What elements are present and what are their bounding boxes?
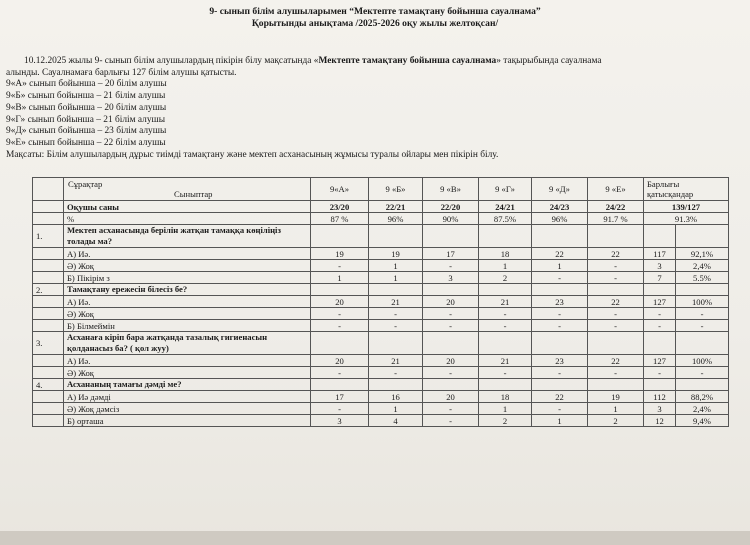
answer-value: 1 [588, 403, 644, 415]
answer-total: 112 [644, 391, 676, 403]
answer-value: 22 [588, 355, 644, 367]
answer-value: 18 [479, 248, 532, 260]
percent-total: 91.3% [644, 213, 729, 225]
count-value: 22/21 [369, 201, 423, 213]
percent-value: 91.7 % [588, 213, 644, 225]
survey-table [32, 177, 729, 427]
answer-value: - [311, 260, 369, 272]
question-number: 1. [33, 225, 64, 248]
answer-value: 1 [479, 260, 532, 272]
count-value: 24/23 [532, 201, 588, 213]
question-row [33, 225, 729, 248]
percent-value: 96% [532, 213, 588, 225]
empty-cell [33, 201, 64, 213]
answer-label: Ә) Жоқ [64, 367, 311, 379]
answer-label: Ә) Жоқ [64, 260, 311, 272]
empty-cell [644, 284, 676, 296]
answer-value: 1 [311, 272, 369, 284]
answer-row [33, 260, 729, 272]
header-classes-label: Сыныптар [174, 189, 213, 199]
answer-value: - [588, 320, 644, 332]
answer-value: - [423, 260, 479, 272]
empty-cell [479, 379, 532, 391]
empty-cell [588, 332, 644, 355]
class-count-line: 9«В» сынып бойынша – 20 білім алушы [6, 102, 167, 113]
answer-row [33, 308, 729, 320]
answer-percent: 100% [676, 296, 729, 308]
answer-value: 22 [588, 296, 644, 308]
page-shadow [0, 531, 750, 545]
answer-value: 22 [532, 391, 588, 403]
question-row [33, 332, 729, 355]
answer-value: - [479, 320, 532, 332]
empty-cell [33, 367, 64, 379]
answer-total: - [644, 308, 676, 320]
answer-label: Б) орташа [64, 415, 311, 427]
answer-value: 21 [369, 296, 423, 308]
answer-label: Ә) Жоқ дәмсіз [64, 403, 311, 415]
answer-row [33, 391, 729, 403]
percent-value: 87 % [311, 213, 369, 225]
empty-cell [676, 225, 729, 248]
answer-value: 20 [311, 355, 369, 367]
empty-cell [532, 284, 588, 296]
answer-total: 3 [644, 403, 676, 415]
answer-value: - [369, 320, 423, 332]
empty-cell [423, 284, 479, 296]
answer-row [33, 272, 729, 284]
answer-value: - [311, 367, 369, 379]
answer-value: 1 [369, 403, 423, 415]
question-row [33, 379, 729, 391]
answer-row [33, 355, 729, 367]
percent-value: 90% [423, 213, 479, 225]
answer-value: 20 [423, 391, 479, 403]
count-total: 139/127 [644, 201, 729, 213]
answer-value: - [423, 403, 479, 415]
empty-cell [311, 225, 369, 248]
answer-value: - [479, 308, 532, 320]
empty-cell [676, 284, 729, 296]
empty-cell [33, 415, 64, 427]
empty-cell [644, 379, 676, 391]
empty-cell [423, 379, 479, 391]
answer-row [33, 415, 729, 427]
empty-cell [311, 332, 369, 355]
intro-text-a: 10.12.2025 жылы 9- сынып білім алушылардың пікірін білу мақсатында « [24, 56, 319, 66]
answer-value: 2 [479, 415, 532, 427]
empty-cell [369, 284, 423, 296]
empty-cell [311, 379, 369, 391]
answer-value: 2 [588, 415, 644, 427]
empty-cell [479, 284, 532, 296]
count-value: 24/21 [479, 201, 532, 213]
question-row [33, 284, 729, 296]
answer-value: - [588, 308, 644, 320]
empty-cell [369, 332, 423, 355]
empty-cell [33, 272, 64, 284]
answer-total: 7 [644, 272, 676, 284]
class-header: 9 «Д» [532, 178, 588, 201]
question-number: 3. [33, 332, 64, 355]
answer-value: 22 [588, 248, 644, 260]
question-text: Тамақтану ережесін білесіз бе? [64, 284, 311, 296]
class-count-line: 9«Д» сынып бойынша – 23 білім алушы [6, 126, 167, 137]
answer-percent: - [676, 367, 729, 379]
table-header-row [33, 178, 729, 201]
answer-value: 17 [423, 248, 479, 260]
empty-cell [369, 379, 423, 391]
count-value: 22/20 [423, 201, 479, 213]
answer-label: Б) Білмеймін [64, 320, 311, 332]
answer-label: Б) Пікірім з [64, 272, 311, 284]
answer-value: - [311, 308, 369, 320]
answer-row [33, 320, 729, 332]
empty-cell [311, 284, 369, 296]
answer-row [33, 248, 729, 260]
survey-title-inline: Мектепте тамақтану бойынша сауалнама [318, 56, 497, 66]
answer-value: 19 [369, 248, 423, 260]
empty-cell [369, 225, 423, 248]
document-header [0, 6, 750, 30]
empty-cell [588, 284, 644, 296]
header-line-1: 9- сынып білім алушыларымен “Мектепте тамақтану бойынша сауалнама” [209, 6, 541, 17]
empty-cell [676, 332, 729, 355]
count-value: 24/22 [588, 201, 644, 213]
empty-cell [33, 355, 64, 367]
empty-cell [33, 403, 64, 415]
answer-total: 12 [644, 415, 676, 427]
answer-value: - [369, 308, 423, 320]
count-value: 23/20 [311, 201, 369, 213]
empty-cell [588, 379, 644, 391]
intro-text [6, 56, 741, 161]
answer-value: 23 [532, 355, 588, 367]
empty-cell [644, 332, 676, 355]
answer-value: 18 [479, 391, 532, 403]
empty-cell [479, 332, 532, 355]
answer-value: - [532, 367, 588, 379]
answer-row [33, 403, 729, 415]
empty-cell [33, 296, 64, 308]
header-line-2: Қорытынды анықтама /2025-2026 оқу жылы желтоқсан/ [251, 18, 499, 29]
class-header: 9 «Г» [479, 178, 532, 201]
answer-value: 22 [532, 248, 588, 260]
answer-percent: 88,2% [676, 391, 729, 403]
answer-total: 127 [644, 296, 676, 308]
header-questions-label: Сұрақтар [68, 179, 103, 189]
answer-value: - [532, 403, 588, 415]
answer-value: 1 [369, 272, 423, 284]
answer-label: А) Иә. [64, 355, 311, 367]
answer-value: 1 [369, 260, 423, 272]
empty-cell [33, 213, 64, 225]
answer-total: 117 [644, 248, 676, 260]
empty-cell [644, 225, 676, 248]
answer-label: Ә) Жоқ [64, 308, 311, 320]
answer-value: 20 [311, 296, 369, 308]
class-count-line: 9«А» сынып бойынша – 20 білім алушы [6, 79, 167, 90]
answer-value: 23 [532, 296, 588, 308]
answer-percent: - [676, 308, 729, 320]
answer-label: А) Иә. [64, 296, 311, 308]
answer-row [33, 367, 729, 379]
answer-value: - [423, 308, 479, 320]
answer-percent: 5.5% [676, 272, 729, 284]
empty-cell [532, 225, 588, 248]
answer-value: - [423, 415, 479, 427]
answer-percent: 92,1% [676, 248, 729, 260]
answer-value: 3 [311, 415, 369, 427]
intro-paragraph-line-2: алынды. Сауалнамаға барлығы 127 білім алушы қатысты. [6, 67, 237, 78]
answer-value: 1 [532, 415, 588, 427]
answer-value: - [588, 260, 644, 272]
class-count-line: 9«Е» сынып бойынша – 22 білім алушы [6, 137, 166, 148]
answer-total: - [644, 367, 676, 379]
intro-text-c: » тақырыбында сауалнама [496, 56, 602, 66]
answer-value: 1 [479, 403, 532, 415]
header-cell-questions [64, 178, 311, 201]
answer-value: - [311, 403, 369, 415]
question-text: Асхананың тамағы дәмді ме? [64, 379, 311, 391]
answer-value: - [532, 320, 588, 332]
answer-value: - [423, 320, 479, 332]
total-header: Барлығы қатысқандар [644, 178, 729, 201]
empty-cell [532, 379, 588, 391]
answer-label: А) Иә дәмді [64, 391, 311, 403]
answer-value: 19 [311, 248, 369, 260]
row-label: Оқушы саны [64, 201, 311, 213]
answer-value: - [369, 367, 423, 379]
class-count-line: 9«Б» сынып бойынша – 21 білім алушы [6, 91, 166, 102]
answer-value: 4 [369, 415, 423, 427]
answer-value: - [588, 272, 644, 284]
answer-percent: 100% [676, 355, 729, 367]
class-count-line: 9«Г» сынып бойынша – 21 білім алушы [6, 114, 166, 125]
answer-value: - [532, 308, 588, 320]
empty-cell [479, 225, 532, 248]
row-label: % [64, 213, 311, 225]
answer-percent: 9,4% [676, 415, 729, 427]
empty-cell [33, 391, 64, 403]
percent-value: 96% [369, 213, 423, 225]
class-header: 9 «Е» [588, 178, 644, 201]
answer-value: - [479, 367, 532, 379]
answer-value: - [588, 367, 644, 379]
answer-percent: - [676, 320, 729, 332]
answer-percent: 2,4% [676, 403, 729, 415]
answer-value: - [311, 320, 369, 332]
question-text: Асханаға кіріп бара жатқанда тазалық гигиенасын қолданасыз ба? ( қол жуу) [64, 332, 311, 355]
empty-cell [33, 320, 64, 332]
answer-value: 1 [532, 260, 588, 272]
question-text: Мектеп асханасында берілін жатқан тамаққа көңіліңіз толады ма? [64, 225, 311, 248]
answer-total: 3 [644, 260, 676, 272]
answer-value: 20 [423, 296, 479, 308]
answer-row [33, 296, 729, 308]
answer-label: А) Иә. [64, 248, 311, 260]
answer-value: 21 [369, 355, 423, 367]
question-number: 4. [33, 379, 64, 391]
answer-percent: 2,4% [676, 260, 729, 272]
percent-row [33, 213, 729, 225]
answer-value: 19 [588, 391, 644, 403]
answer-total: - [644, 320, 676, 332]
answer-value: - [423, 367, 479, 379]
answer-value: 3 [423, 272, 479, 284]
answer-value: 21 [479, 296, 532, 308]
answer-value: 20 [423, 355, 479, 367]
answer-value: - [532, 272, 588, 284]
goal-line: Мақсаты: Білім алушылардың дұрыс тиімді тамақтану және мектеп асханасының жұмысы туралы ойлары мен пікірін білу. [6, 149, 499, 160]
empty-cell [676, 379, 729, 391]
question-number: 2. [33, 284, 64, 296]
class-header: 9 «Б» [369, 178, 423, 201]
answer-value: 21 [479, 355, 532, 367]
percent-value: 87.5% [479, 213, 532, 225]
empty-cell [33, 248, 64, 260]
empty-cell [33, 308, 64, 320]
empty-cell [532, 332, 588, 355]
empty-cell [423, 332, 479, 355]
answer-value: 17 [311, 391, 369, 403]
empty-cell [33, 260, 64, 272]
class-header: 9«А» [311, 178, 369, 201]
intro-paragraph-line-1 [6, 56, 741, 68]
answer-total: 127 [644, 355, 676, 367]
empty-cell [423, 225, 479, 248]
student-count-row [33, 201, 729, 213]
answer-value: 16 [369, 391, 423, 403]
class-header: 9 «В» [423, 178, 479, 201]
empty-cell [588, 225, 644, 248]
answer-value: 2 [479, 272, 532, 284]
